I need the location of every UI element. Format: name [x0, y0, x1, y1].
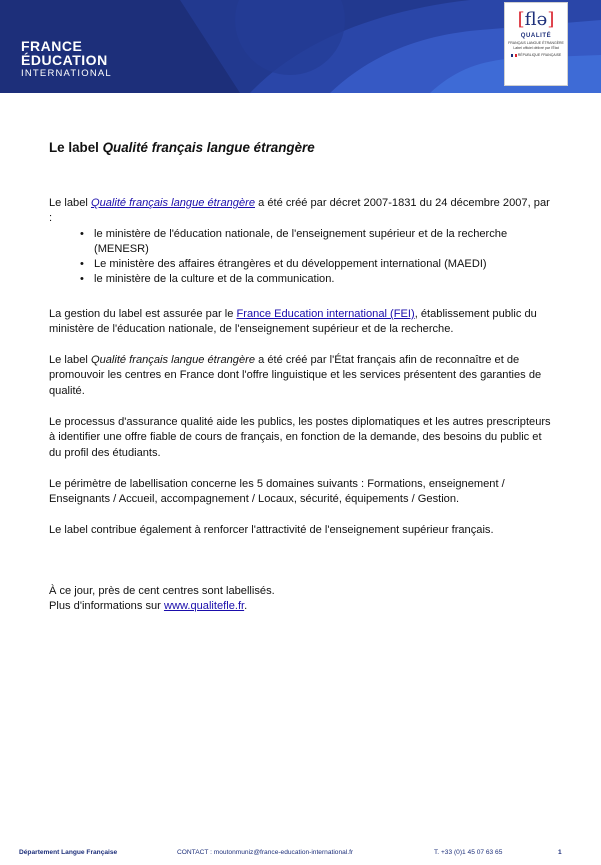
fle-logo-subtitle: FRANÇAIS LANGUE ÉTRANGÈRE Label officiel délivré par l'État	[508, 41, 564, 50]
fei-link[interactable]: France Education international (FEI)	[236, 308, 415, 320]
paragraph-origin: Le label Qualité français langue étrangère a été créé par décret 2007-1831 du 24 décembre 2007, par : • le ministère de l'éducation nationale, de l'enseignement supérieur et de la recherche (MENESR) • Le ministère des affaires étrangères et du développement international (MAEDI) • le ministère de la culture et de la communication.	[49, 196, 554, 288]
paragraph-management: La gestion du label est assurée par le France Education international (FEI), établissement public du ministère de l'éducation nationale, de l'enseignement supérieur et de la recherche.	[49, 308, 537, 336]
fle-logo-mark: [flə]	[517, 9, 555, 30]
republique-francaise-mark: RÉPUBLIQUE FRANÇAISE	[505, 53, 567, 57]
document-title: Le label Qualité français langue étrangère	[49, 140, 315, 155]
ministries-list	[49, 227, 554, 288]
paragraph-attractiveness: Le label contribue également à renforcer l'attractivité de l'enseignement supérieur français.	[49, 524, 494, 536]
paragraph-scope: Le périmètre de labellisation concerne les 5 domaines suivants : Formations, enseignement / Enseignants / Accueil, accompagnement / Locaux, sécurité, équipements / Gestion.	[49, 478, 505, 506]
brand-line-2: ÉDUCATION	[21, 52, 108, 68]
qualite-fle-logo	[504, 2, 568, 86]
paragraph-centres-info: À ce jour, près de cent centres sont labellisés. Plus d'informations sur www.qualitefle.fr.	[49, 585, 275, 613]
qualitefle-website-link[interactable]: www.qualitefle.fr	[163, 600, 245, 613]
french-flag-icon	[511, 54, 517, 57]
list-item: • le ministère de l'éducation nationale, de l'enseignement supérieur et de la recherche (MENESR)	[80, 227, 508, 255]
list-item: • Le ministère des affaires étrangères et du développement international (MAEDI)	[80, 258, 487, 271]
list-item: • le ministère de la culture et de la communication.	[80, 273, 335, 286]
footer-phone: T. +33 (0)1 45 07 63 65	[434, 849, 503, 856]
page-header-banner	[0, 0, 601, 93]
qualite-fle-link[interactable]: Qualité français langue étrangère	[90, 197, 255, 209]
footer-department: Département Langue Française	[19, 849, 118, 856]
paragraph-quality-process: Le processus d'assurance qualité aide les publics, les postes diplomatiques et les autres prescripteurs à identifier une offre fiable de cours de français, en fonction de la demande, des besoins du public et du profil des étudiants.	[49, 416, 551, 459]
paragraph-purpose: Le label Qualité français langue étrangère a été créé par l'État français afin de reconnaître et de promouvoir les centres en France dont l'offre linguistique et les services présentent des garanties de qualité.	[49, 354, 542, 397]
fle-logo-qualite: QUALITÉ	[520, 33, 552, 39]
france-education-logo	[21, 39, 112, 80]
brand-line-1: FRANCE	[21, 38, 83, 54]
brand-line-3: INTERNATIONAL	[21, 68, 112, 79]
page-number: 1	[558, 849, 562, 856]
footer-contact: CONTACT : moutonmuniz@france-education-international.fr	[177, 849, 354, 856]
